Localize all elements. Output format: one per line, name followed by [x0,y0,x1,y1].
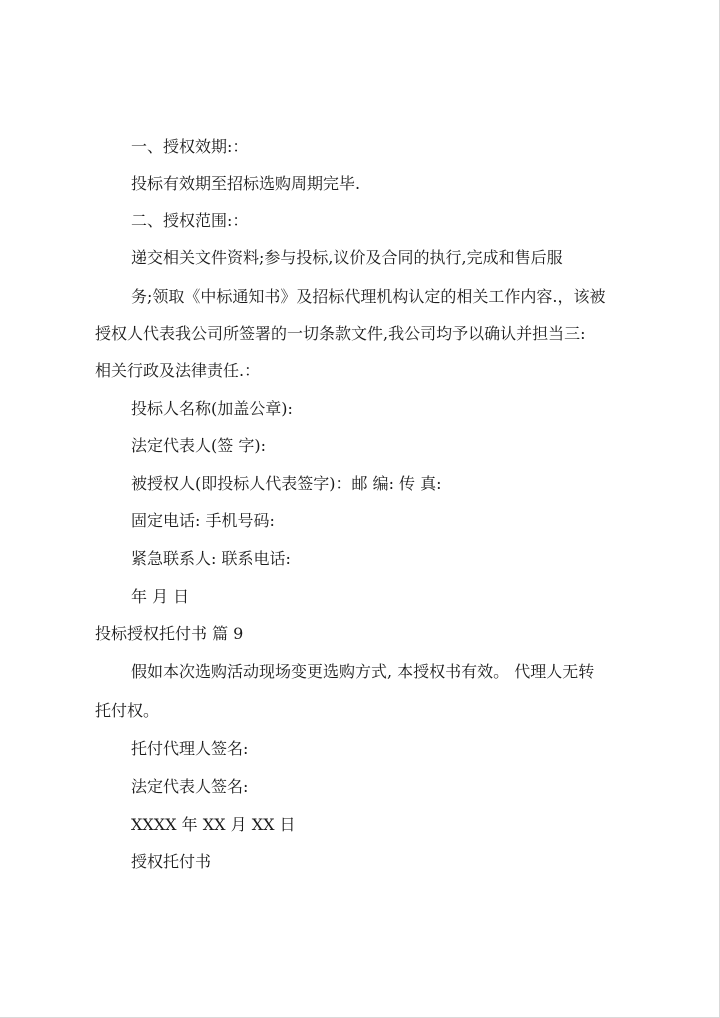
article-9-text-line-1: 假如本次选购活动现场变更选购方式, 本授权书有效。 代理人无转 [131,662,595,681]
legal-rep-signature-field: 法定代表人签名: [131,777,249,796]
date-field: 年 月 日 [131,587,190,606]
scope-text-line-2: 务;领取《中标通知书》及招标代理机构认定的相关工作内容.，该被 [131,287,606,306]
section-heading-validity: 一、授权效期:： [131,137,249,156]
scope-text-line-3: 授权人代表我公司所签署的一切条款文件,我公司均予以确认并担当三: [95,324,586,343]
phone-field: 固定电话: 手机号码: [131,511,275,530]
agent-signature-field: 托付代理人签名: [131,739,249,758]
scope-text-line-4: 相关行政及法律责任.： [95,361,261,380]
validity-text: 投标有效期至招标选购周期完毕. [131,174,361,193]
legal-representative-field: 法定代表人(签 字): [131,436,266,455]
closing-title: 授权托付书 [131,852,212,871]
article-9-text-line-2: 托付权。 [95,701,160,720]
emergency-contact-field: 紧急联系人: 联系电话: [131,549,291,568]
scope-text-line-1: 递交相关文件资料;参与投标,议价及合同的执行,完成和售后服 [131,248,563,267]
bidder-name-field: 投标人名称(加盖公章): [131,399,293,418]
section-title-article-9: 投标授权托付书 篇 9 [95,624,244,643]
authorized-person-field: 被授权人(即投标人代表签字)：邮 编: 传 真: [131,474,442,493]
section-heading-scope: 二、授权范围:： [131,211,249,230]
signature-date: XXXX 年 XX 月 XX 日 [131,815,296,834]
